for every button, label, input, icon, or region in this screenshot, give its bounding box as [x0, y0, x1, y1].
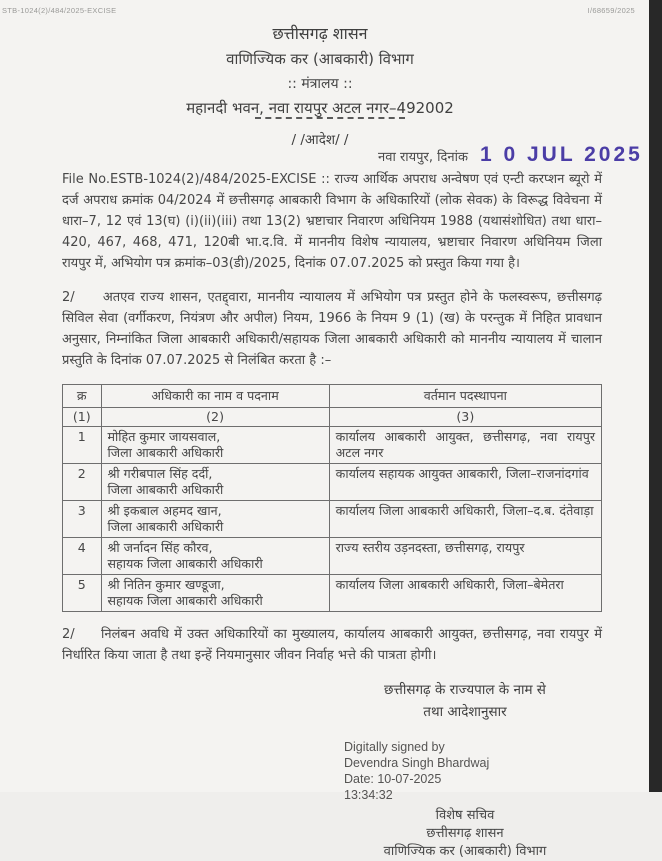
cell-name	[101, 427, 329, 464]
signatory-details	[330, 807, 600, 861]
authority-line-2: तथा आदेशानुसार	[423, 704, 507, 720]
cell-posting: कार्यालय जिला आबकारी अधिकारी, जिला–बेमेतरा	[329, 575, 601, 612]
table-row	[63, 464, 602, 501]
officer-name: श्री इकबाल अहमद खान,	[107, 503, 222, 518]
place-date-line	[378, 143, 643, 167]
dashed-divider	[255, 117, 405, 119]
document-body	[62, 169, 602, 861]
signatory-department: वाणिज्यिक कर (आबकारी) विभाग	[383, 844, 547, 859]
table-row	[63, 575, 602, 612]
header-serial: क्र	[63, 385, 102, 408]
column-number-2: (2)	[101, 408, 329, 427]
cell-serial: 5	[63, 575, 102, 612]
cell-posting: कार्यालय सहायक आयुक्त आबकारी, जिला–राजनांदगांव	[329, 464, 601, 501]
document-id: I/68659/2025	[587, 6, 635, 15]
table-row	[63, 501, 602, 538]
paragraph-file-charge: File No.ESTB-1024(2)/484/2025-EXCISE :: राज्य आर्थिक अपराध अन्वेषण एवं एन्टी करप्शन ब्यूरो में दर्ज अपराध क्रमांक 04/2024 में छत्तीसगढ़ आबकारी विभाग के अधिकारियों (लोक सेवक) के विरूद्ध विवेचना में धारा–7, 12 एवं 13(घ) (i)(ii)(iii) तथा 13(2) भ्रष्टाचार निवारण अधिनियम 1988 (यथासंशोधित) तथा धारा–420, 467, 468, 471, 120बी भा.द.वि. में माननीय विशेष न्यायालय, भ्रष्टाचार निवारण अधिनियम जिला रायपुर में, अभियोग पत्र क्रमांक–03(डी)/2025, दिनांक 07.07.2025 को प्रस्तुत किया गया है।	[62, 172, 602, 271]
officers-table	[62, 384, 602, 612]
cell-serial: 4	[63, 538, 102, 575]
cell-serial: 1	[63, 427, 102, 464]
digital-signature-name: Devendra Singh Bhardwaj	[344, 756, 490, 770]
place-date-label: नवा रायपुर, दिनांक	[378, 150, 468, 165]
scan-edge	[649, 0, 662, 792]
paragraph-headquarters: 2/ निलंबन अवधि में उक्त अधिकारियों का मुख्यालय, कार्यालय आबकारी आयुक्त, छत्तीसगढ़, नवा रायपुर में निर्धारित किया जाता है तथा इन्हें नियमानुसार जीवन निर्वाह भत्ते की पात्रता होगी।	[62, 627, 602, 663]
signatory-government: छत्तीसगढ़ शासन	[426, 826, 504, 841]
officer-name: मोहित कुमार जायसवाल,	[107, 429, 221, 444]
officer-name: श्री जर्नादन सिंह कौरव,	[107, 540, 213, 555]
digital-signature-date: Date: 10-07-2025	[344, 772, 442, 786]
digital-signature-line-1: Digitally signed by	[344, 740, 445, 754]
table-header-row	[63, 385, 602, 408]
department-name: वाणिज्यिक कर (आबकारी) विभाग	[226, 50, 414, 68]
officer-designation: जिला आबकारी अधिकारी	[107, 445, 224, 460]
file-reference: STB-1024(2)/484/2025-EXCISE	[2, 6, 117, 15]
date-stamp: 1 0 JUL 2025	[479, 143, 643, 166]
authority-statement	[330, 679, 600, 723]
signatory-designation: विशेष सचिव	[435, 808, 495, 823]
digital-signature	[344, 739, 574, 803]
table-row	[63, 427, 602, 464]
officer-designation: जिला आबकारी अधिकारी	[107, 519, 224, 534]
letterhead	[0, 22, 640, 118]
table-row	[63, 538, 602, 575]
officer-designation: जिला आबकारी अधिकारी	[107, 482, 224, 497]
cell-name	[101, 501, 329, 538]
officer-designation: सहायक जिला आबकारी अधिकारी	[107, 556, 263, 571]
ministry-label: :: मंत्रालय ::	[287, 76, 353, 92]
order-title: / /आदेश/ /	[291, 132, 349, 148]
cell-serial: 2	[63, 464, 102, 501]
digital-signature-time: 13:34:32	[344, 788, 393, 802]
cell-posting: राज्य स्तरीय उड़नदस्ता, छत्तीसगढ़, रायपुर	[329, 538, 601, 575]
cell-serial: 3	[63, 501, 102, 538]
signature-block	[62, 679, 602, 861]
document-reference-bar	[0, 6, 649, 15]
column-number-1: (1)	[63, 408, 102, 427]
cell-posting: कार्यालय आबकारी आयुक्त, छत्तीसगढ़, नवा रायपुर अटल नगर	[329, 427, 601, 464]
column-number-3: (3)	[329, 408, 601, 427]
cell-name	[101, 538, 329, 575]
header-name-designation: अधिकारी का नाम व पदनाम	[101, 385, 329, 408]
government-name: छत्तीसगढ़ शासन	[272, 24, 368, 43]
officer-name: श्री नितिन कुमार खण्डूजा,	[107, 577, 225, 592]
paragraph-suspension-order: 2/ अतएव राज्य शासन, एतद्द्वारा, माननीय न्यायालय में अभियोग पत्र प्रस्तुत होने के फलस्वरूप, छत्तीसगढ़ सिविल सेवा (वर्गीकरण, नियंत्रण और अपील) नियम, 1966 के नियम 9 (1) (ख) के परन्तुक में निहित प्रावधान अनुसार, निम्नांकित जिला आबकारी अधिकारी/सहायक जिला आबकारी अधिकारी को माननीय न्यायालय में चालान प्रस्तुति के दिनांक 07.07.2025 से निलंबित करता है :–	[62, 290, 602, 368]
address-line: महानदी भवन, नवा रायपुर अटल नगर–492002	[186, 99, 454, 117]
authority-line-1: छत्तीसगढ़ के राज्यपाल के नाम से	[384, 682, 546, 698]
header-current-posting: वर्तमान पदस्थापना	[329, 385, 601, 408]
cell-name	[101, 575, 329, 612]
officer-designation: सहायक जिला आबकारी अधिकारी	[107, 593, 263, 608]
cell-name	[101, 464, 329, 501]
cell-posting: कार्यालय जिला आबकारी अधिकारी, जिला–द.ब. दंतेवाड़ा	[329, 501, 601, 538]
officer-name: श्री गरीबपाल सिंह दर्दी,	[107, 466, 213, 481]
table-column-number-row	[63, 408, 602, 427]
